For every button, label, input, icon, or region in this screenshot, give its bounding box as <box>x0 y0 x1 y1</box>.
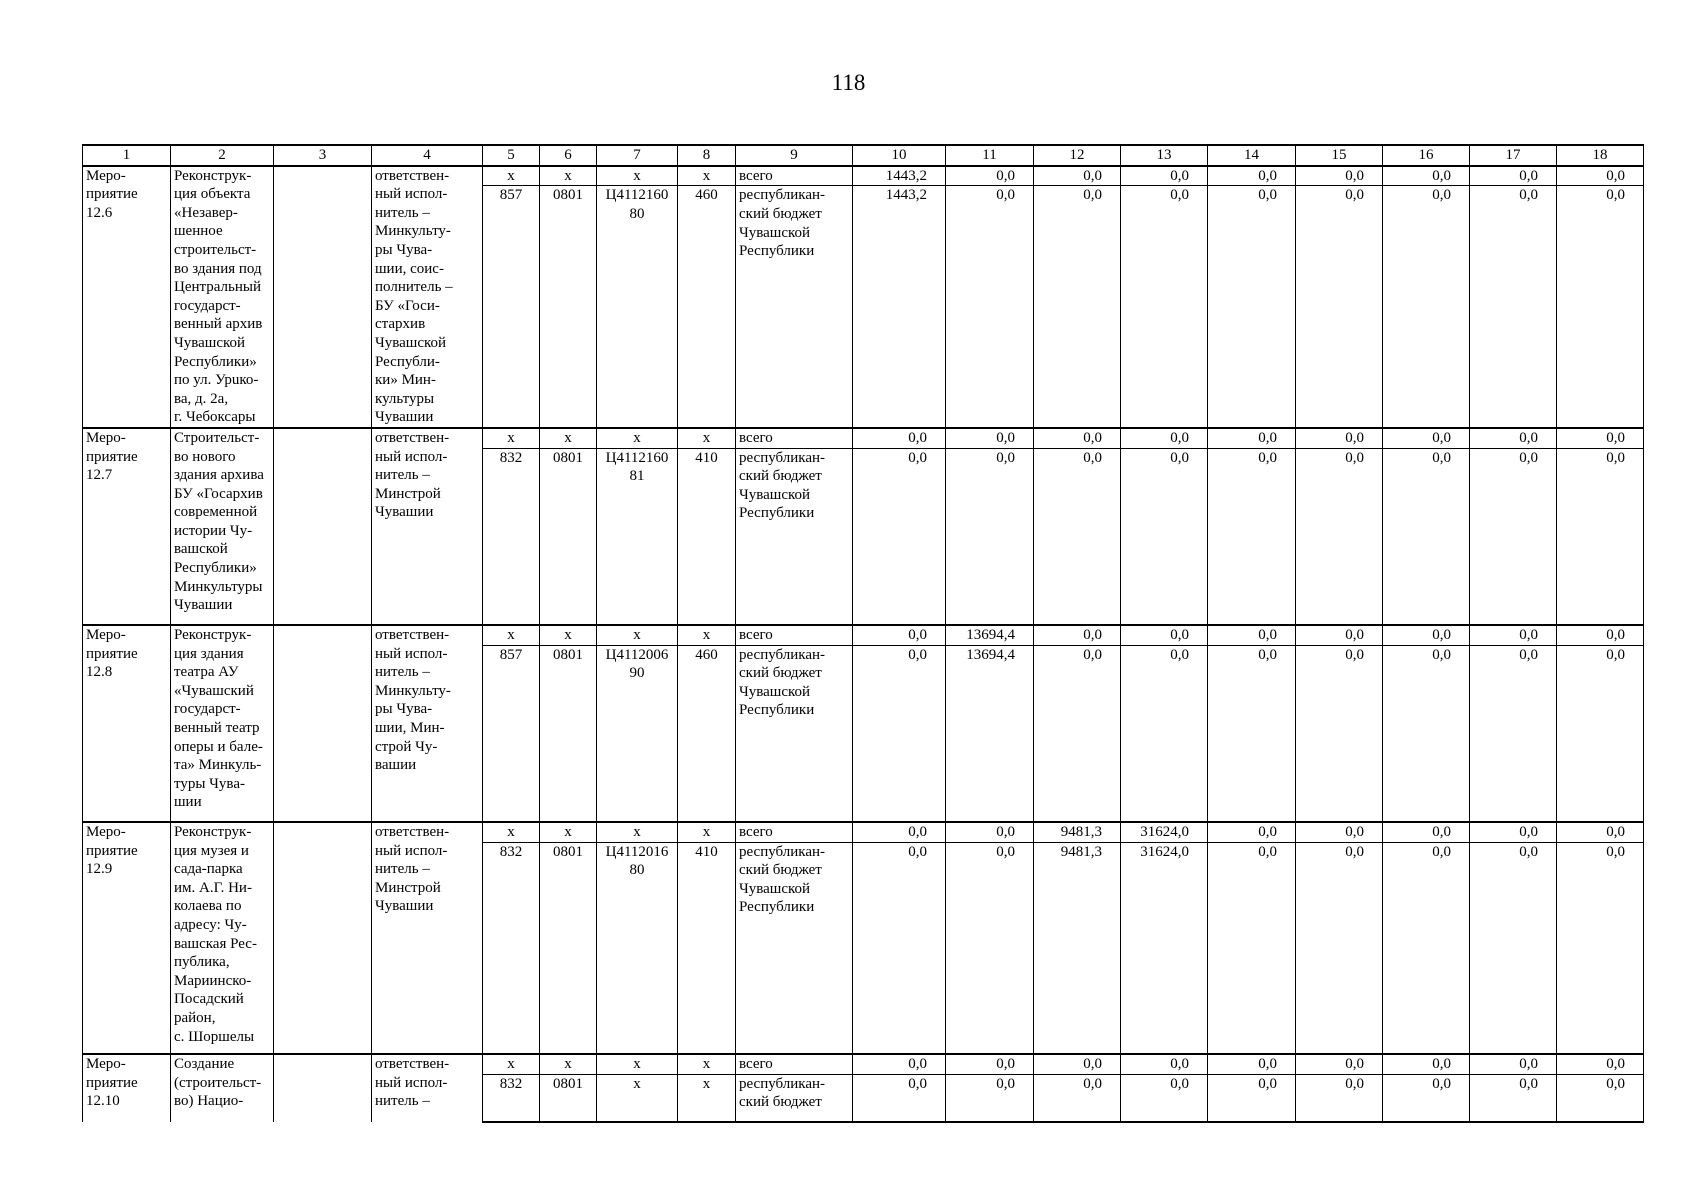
column-3-cell <box>274 625 372 822</box>
code-cell-c6: х <box>540 166 597 186</box>
funding-source: всего <box>736 428 853 448</box>
amount-cell: 0,0 <box>1470 1054 1557 1074</box>
code-cell-c6: х <box>540 1054 597 1074</box>
column-number-17: 17 <box>1470 145 1557 166</box>
amount-cell: 0,0 <box>1383 1054 1470 1074</box>
code-cell-c8: х <box>678 625 736 645</box>
amount-cell: 0,0 <box>1470 166 1557 186</box>
column-3-cell <box>274 1054 372 1122</box>
funding-source: всего <box>736 1054 853 1074</box>
measure-total-row <box>83 166 1644 186</box>
funding-source: республикан- ский бюджет Чувашской Республики <box>736 186 853 428</box>
page-number: 118 <box>831 70 866 95</box>
measure-executor: ответствен- ный испол- нитель – Минкульту- ры Чува- шии, соис- полнитель – БУ «Госи- стархив Чувашской Республи- ки» Мин- культуры Чувашии <box>372 166 483 428</box>
funding-source: республикан- ский бюджет Чувашской Республики <box>736 645 853 822</box>
amount-cell: 0,0 <box>1557 186 1644 428</box>
amount-cell: 0,0 <box>1208 645 1296 822</box>
amount-cell: 0,0 <box>1470 448 1557 625</box>
column-number-16: 16 <box>1383 145 1470 166</box>
funding-source: республикан- ский бюджет Чувашской Республики <box>736 842 853 1054</box>
measure-total-row <box>83 822 1644 842</box>
column-number-7: 7 <box>597 145 678 166</box>
code-cell-c5: х <box>483 625 540 645</box>
amount-cell: 0,0 <box>1383 1074 1470 1122</box>
amount-cell: 0,0 <box>853 822 946 842</box>
code-cell-c5: х <box>483 166 540 186</box>
amount-cell: 0,0 <box>1557 625 1644 645</box>
amount-cell: 0,0 <box>1557 448 1644 625</box>
code-cell-c5: 857 <box>483 645 540 822</box>
amount-cell: 0,0 <box>1470 625 1557 645</box>
amount-cell: 0,0 <box>1208 448 1296 625</box>
amount-cell: 0,0 <box>1208 428 1296 448</box>
amount-cell: 0,0 <box>1034 186 1121 428</box>
measure-total-row <box>83 428 1644 448</box>
amount-cell: 0,0 <box>1383 186 1470 428</box>
measure-total-row <box>83 1054 1644 1074</box>
code-cell-c6: 0801 <box>540 1074 597 1122</box>
amount-cell: 0,0 <box>946 1074 1034 1122</box>
measure-executor: ответствен- ный испол- нитель – Минкульту- ры Чува- шии, Мин- строй Чу- вашии <box>372 625 483 822</box>
code-cell-c8: х <box>678 428 736 448</box>
amount-cell: 0,0 <box>946 186 1034 428</box>
amount-cell: 0,0 <box>1557 1054 1644 1074</box>
amount-cell: 0,0 <box>1557 428 1644 448</box>
column-number-1: 1 <box>83 145 171 166</box>
amount-cell: 0,0 <box>1383 645 1470 822</box>
amount-cell: 1443,2 <box>853 186 946 428</box>
amount-cell: 0,0 <box>1034 645 1121 822</box>
amount-cell: 0,0 <box>1208 625 1296 645</box>
measure-number: Меро- приятие 12.10 <box>83 1054 171 1122</box>
amount-cell: 0,0 <box>1296 186 1383 428</box>
amount-cell: 13694,4 <box>946 645 1034 822</box>
amount-cell: 0,0 <box>1470 186 1557 428</box>
amount-cell: 0,0 <box>1121 186 1208 428</box>
column-number-15: 15 <box>1296 145 1383 166</box>
table-body <box>83 145 1644 1122</box>
code-cell-c8: 460 <box>678 645 736 822</box>
funding-source: всего <box>736 625 853 645</box>
measure-number: Меро- приятие 12.7 <box>83 428 171 625</box>
amount-cell: 0,0 <box>1296 166 1383 186</box>
amount-cell: 0,0 <box>1383 625 1470 645</box>
measure-number: Меро- приятие 12.8 <box>83 625 171 822</box>
code-cell-c6: 0801 <box>540 448 597 625</box>
code-cell-c6: х <box>540 625 597 645</box>
amount-cell: 0,0 <box>1208 842 1296 1054</box>
column-number-2: 2 <box>171 145 274 166</box>
amount-cell: 0,0 <box>946 1054 1034 1074</box>
amount-cell: 0,0 <box>1121 166 1208 186</box>
column-3-cell <box>274 428 372 625</box>
amount-cell: 0,0 <box>1208 166 1296 186</box>
measure-executor: ответствен- ный испол- нитель – <box>372 1054 483 1122</box>
measure-executor: ответствен- ный испол- нитель – Минстрой Чувашии <box>372 428 483 625</box>
amount-cell: 0,0 <box>1470 428 1557 448</box>
amount-cell: 0,0 <box>1034 448 1121 625</box>
amount-cell: 0,0 <box>946 428 1034 448</box>
funding-source: республикан- ский бюджет <box>736 1074 853 1122</box>
amount-cell: 0,0 <box>1034 428 1121 448</box>
code-cell-c6: х <box>540 428 597 448</box>
amount-cell: 9481,3 <box>1034 822 1121 842</box>
measure-title: Реконструк- ция объекта «Незавер- шенное строительст- во здания под Центральный государст- венный архив Чувашской Республики» по ул. Урuко- ва, д. 2а, г. Чебоксары <box>171 166 274 428</box>
amount-cell: 13694,4 <box>946 625 1034 645</box>
amount-cell: 0,0 <box>853 625 946 645</box>
amount-cell: 0,0 <box>1121 645 1208 822</box>
column-3-cell <box>274 166 372 428</box>
amount-cell: 0,0 <box>1121 448 1208 625</box>
code-cell-c7: Ц4112160 81 <box>597 448 678 625</box>
amount-cell: 0,0 <box>853 448 946 625</box>
column-number-14: 14 <box>1208 145 1296 166</box>
amount-cell: 0,0 <box>1557 166 1644 186</box>
amount-cell: 0,0 <box>1557 822 1644 842</box>
amount-cell: 0,0 <box>1296 625 1383 645</box>
code-cell-c8: х <box>678 822 736 842</box>
amount-cell: 0,0 <box>1383 166 1470 186</box>
column-number-3: 3 <box>274 145 372 166</box>
measure-number: Меро- приятие 12.9 <box>83 822 171 1054</box>
code-cell-c6: 0801 <box>540 186 597 428</box>
column-number-11: 11 <box>946 145 1034 166</box>
amount-cell: 0,0 <box>1296 645 1383 822</box>
funding-source: республикан- ский бюджет Чувашской Республики <box>736 448 853 625</box>
code-cell-c8: х <box>678 1074 736 1122</box>
amount-cell: 0,0 <box>946 166 1034 186</box>
amount-cell: 0,0 <box>1383 448 1470 625</box>
code-cell-c7: х <box>597 1074 678 1122</box>
amount-cell: 0,0 <box>1470 822 1557 842</box>
code-cell-c7: х <box>597 822 678 842</box>
amount-cell: 0,0 <box>853 645 946 822</box>
column-number-8: 8 <box>678 145 736 166</box>
amount-cell: 0,0 <box>1034 166 1121 186</box>
amount-cell: 0,0 <box>1296 842 1383 1054</box>
amount-cell: 0,0 <box>1296 1054 1383 1074</box>
amount-cell: 0,0 <box>1208 1074 1296 1122</box>
column-number-header <box>83 145 1644 166</box>
amount-cell: 0,0 <box>1470 842 1557 1054</box>
measure-title: Реконструк- ция музея и сада-парка им. А.Г. Ни- колаева по адресу: Чу- вашская Рес- публика, Мариинско- Посадский район, с. Шоршелы <box>171 822 274 1054</box>
code-cell-c5: х <box>483 1054 540 1074</box>
amount-cell: 0,0 <box>1470 1074 1557 1122</box>
funding-source: всего <box>736 166 853 186</box>
amount-cell: 0,0 <box>1034 1054 1121 1074</box>
code-cell-c6: х <box>540 822 597 842</box>
amount-cell: 0,0 <box>946 842 1034 1054</box>
measure-title: Строительст- во нового здания архива БУ «Госархив современной истории Чу- вашской Республики» Минкультуры Чувашии <box>171 428 274 625</box>
code-cell-c7: х <box>597 166 678 186</box>
column-number-6: 6 <box>540 145 597 166</box>
code-cell-c5: 832 <box>483 448 540 625</box>
amount-cell: 0,0 <box>1557 842 1644 1054</box>
code-cell-c6: 0801 <box>540 645 597 822</box>
code-cell-c8: 410 <box>678 842 736 1054</box>
amount-cell: 0,0 <box>1470 645 1557 822</box>
amount-cell: 0,0 <box>853 842 946 1054</box>
measure-executor: ответствен- ный испол- нитель – Минстрой Чувашии <box>372 822 483 1054</box>
code-cell-c7: х <box>597 625 678 645</box>
code-cell-c7: Ц4112016 80 <box>597 842 678 1054</box>
measure-total-row <box>83 625 1644 645</box>
code-cell-c7: х <box>597 1054 678 1074</box>
amount-cell: 0,0 <box>1208 186 1296 428</box>
amount-cell: 0,0 <box>1383 842 1470 1054</box>
column-number-5: 5 <box>483 145 540 166</box>
amount-cell: 0,0 <box>1296 822 1383 842</box>
code-cell-c8: х <box>678 166 736 186</box>
code-cell-c8: 410 <box>678 448 736 625</box>
code-cell-c7: х <box>597 428 678 448</box>
code-cell-c8: 460 <box>678 186 736 428</box>
amount-cell: 9481,3 <box>1034 842 1121 1054</box>
column-number-9: 9 <box>736 145 853 166</box>
amount-cell: 0,0 <box>1557 645 1644 822</box>
code-cell-c5: 857 <box>483 186 540 428</box>
amount-cell: 0,0 <box>1208 822 1296 842</box>
code-cell-c7: Ц4112160 80 <box>597 186 678 428</box>
column-number-13: 13 <box>1121 145 1208 166</box>
code-cell-c5: х <box>483 428 540 448</box>
measure-title: Реконструк- ция здания театра АУ «Чувашский государст- венный театр оперы и бале- та» Минкуль- туры Чува- шии <box>171 625 274 822</box>
code-cell-c7: Ц4112006 90 <box>597 645 678 822</box>
amount-cell: 31624,0 <box>1121 822 1208 842</box>
amount-cell: 0,0 <box>1557 1074 1644 1122</box>
column-3-cell <box>274 822 372 1054</box>
measure-title: Создание (строительст- во) Нацио- <box>171 1054 274 1122</box>
code-cell-c5: х <box>483 822 540 842</box>
code-cell-c6: 0801 <box>540 842 597 1054</box>
amount-cell: 0,0 <box>1296 1074 1383 1122</box>
amount-cell: 0,0 <box>1208 1054 1296 1074</box>
column-number-10: 10 <box>853 145 946 166</box>
amount-cell: 0,0 <box>1121 1074 1208 1122</box>
code-cell-c5: 832 <box>483 1074 540 1122</box>
measure-number: Меро- приятие 12.6 <box>83 166 171 428</box>
code-cell-c8: х <box>678 1054 736 1074</box>
amount-cell: 0,0 <box>946 822 1034 842</box>
program-measures-table <box>82 144 1644 1123</box>
amount-cell: 0,0 <box>853 428 946 448</box>
funding-source: всего <box>736 822 853 842</box>
column-number-4: 4 <box>372 145 483 166</box>
amount-cell: 0,0 <box>1121 1054 1208 1074</box>
amount-cell: 31624,0 <box>1121 842 1208 1054</box>
amount-cell: 0,0 <box>1034 1074 1121 1122</box>
amount-cell: 0,0 <box>1296 448 1383 625</box>
amount-cell: 1443,2 <box>853 166 946 186</box>
column-number-18: 18 <box>1557 145 1644 166</box>
amount-cell: 0,0 <box>1383 822 1470 842</box>
amount-cell: 0,0 <box>853 1074 946 1122</box>
amount-cell: 0,0 <box>946 448 1034 625</box>
amount-cell: 0,0 <box>1121 428 1208 448</box>
column-number-12: 12 <box>1034 145 1121 166</box>
amount-cell: 0,0 <box>1034 625 1121 645</box>
code-cell-c5: 832 <box>483 842 540 1054</box>
amount-cell: 0,0 <box>1296 428 1383 448</box>
amount-cell: 0,0 <box>1383 428 1470 448</box>
amount-cell: 0,0 <box>853 1054 946 1074</box>
amount-cell: 0,0 <box>1121 625 1208 645</box>
